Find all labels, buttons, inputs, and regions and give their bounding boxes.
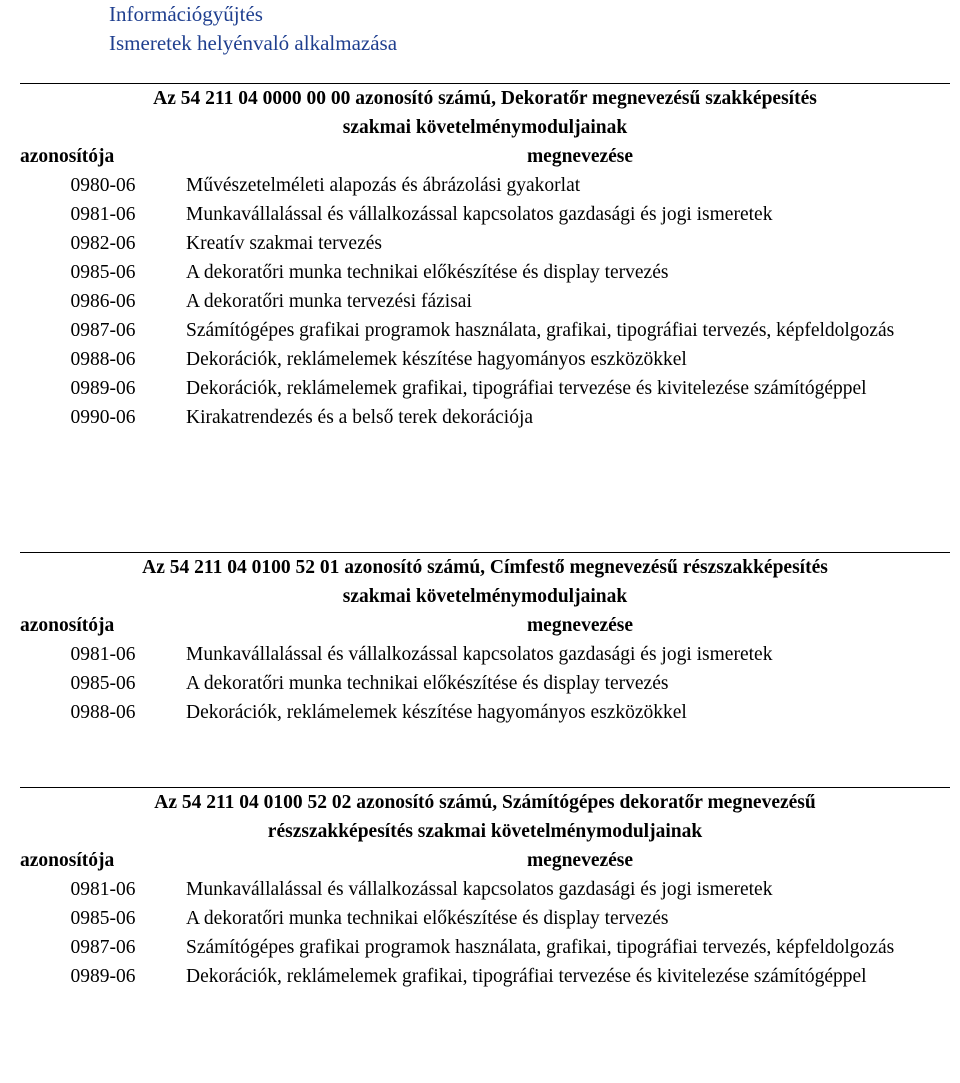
module-name: A dekoratőri munka technikai előkészítése és display tervezés [186,262,669,283]
table-row [20,875,950,904]
module-code: 0989-06 [70,378,136,399]
section-subtitle: szakmai követelménymoduljainak [342,586,628,607]
module-name: Kreatív szakmai tervezés [186,233,382,254]
table-row [20,345,950,374]
module-name: Munkavállalással és vállalkozással kapcsolatos gazdasági és jogi ismeretek [186,204,773,225]
table-row [20,200,950,229]
module-name: Művészetelméleti alapozás és ábrázolási gyakorlat [186,175,581,196]
module-name: Dekorációk, reklámelemek grafikai, tipográfiai tervezése és kivitelezése számítógéppel [186,966,867,987]
section-title: Az 54 211 04 0000 00 00 azonosító számú, Dekoratőr megnevezésű szakképesítés [153,88,817,109]
table-row [20,640,950,669]
module-code: 0988-06 [70,349,136,370]
column-header-id: azonosítója [20,146,115,167]
table-row [20,403,950,432]
header-line-1: Információgyűjtés [109,2,263,26]
module-table-szamitogepes-dekorator [20,787,950,991]
table-row [20,904,950,933]
column-header-id: azonosítója [20,615,115,636]
module-name: Kirakatrendezés és a belső terek dekorációja [186,407,534,428]
table-row [20,258,950,287]
module-code: 0987-06 [70,937,136,958]
section-title: Az 54 211 04 0100 52 02 azonosító számú, Számítógépes dekoratőr megnevezésű [154,792,816,813]
column-headers [20,846,950,875]
module-code: 0986-06 [70,291,136,312]
table-row [20,698,950,727]
module-table-dekorator [20,83,950,432]
module-name: Dekorációk, reklámelemek készítése hagyományos eszközökkel [186,349,687,370]
document-header [109,0,397,58]
table-row [20,962,950,991]
column-header-name: megnevezése [526,615,634,636]
module-code: 0981-06 [70,644,136,665]
table-row [20,374,950,403]
module-code: 0990-06 [70,407,136,428]
module-name: Számítógépes grafikai programok használata, grafikai, tipográfiai tervezés, képfeldolgozás [186,320,895,341]
module-table-cimfesto [20,552,950,727]
column-header-name: megnevezése [526,850,634,871]
table-row [20,316,950,345]
module-code: 0980-06 [70,175,136,196]
module-code: 0981-06 [70,879,136,900]
module-name: A dekoratőri munka tervezési fázisai [186,291,472,312]
table-row [20,933,950,962]
table-row [20,229,950,258]
module-code: 0989-06 [70,966,136,987]
column-headers [20,142,950,171]
module-code: 0982-06 [70,233,136,254]
column-headers [20,611,950,640]
module-code: 0985-06 [70,908,136,929]
header-line-2: Ismeretek helyénvaló alkalmazása [109,31,398,55]
column-header-id: azonosítója [20,850,115,871]
module-name: A dekoratőri munka technikai előkészítése és display tervezés [186,908,669,929]
module-code: 0988-06 [70,702,136,723]
module-name: Dekorációk, reklámelemek készítése hagyományos eszközökkel [186,702,687,723]
module-code: 0985-06 [70,673,136,694]
section-subtitle: részszakképesítés szakmai követelménymoduljainak [267,821,703,842]
module-name: Számítógépes grafikai programok használata, grafikai, tipográfiai tervezés, képfeldolgozás [186,937,895,958]
module-name: A dekoratőri munka technikai előkészítése és display tervezés [186,673,669,694]
table-row [20,287,950,316]
module-code: 0987-06 [70,320,136,341]
table-row [20,669,950,698]
table-row [20,171,950,200]
module-code: 0981-06 [70,204,136,225]
section-subtitle: szakmai követelménymoduljainak [342,117,628,138]
module-name: Munkavállalással és vállalkozással kapcsolatos gazdasági és jogi ismeretek [186,644,773,665]
module-name: Dekorációk, reklámelemek grafikai, tipográfiai tervezése és kivitelezése számítógéppel [186,378,867,399]
column-header-name: megnevezése [526,146,634,167]
module-code: 0985-06 [70,262,136,283]
section-title: Az 54 211 04 0100 52 01 azonosító számú, Címfestő megnevezésű részszakképesítés [142,557,828,578]
module-name: Munkavállalással és vállalkozással kapcsolatos gazdasági és jogi ismeretek [186,879,773,900]
